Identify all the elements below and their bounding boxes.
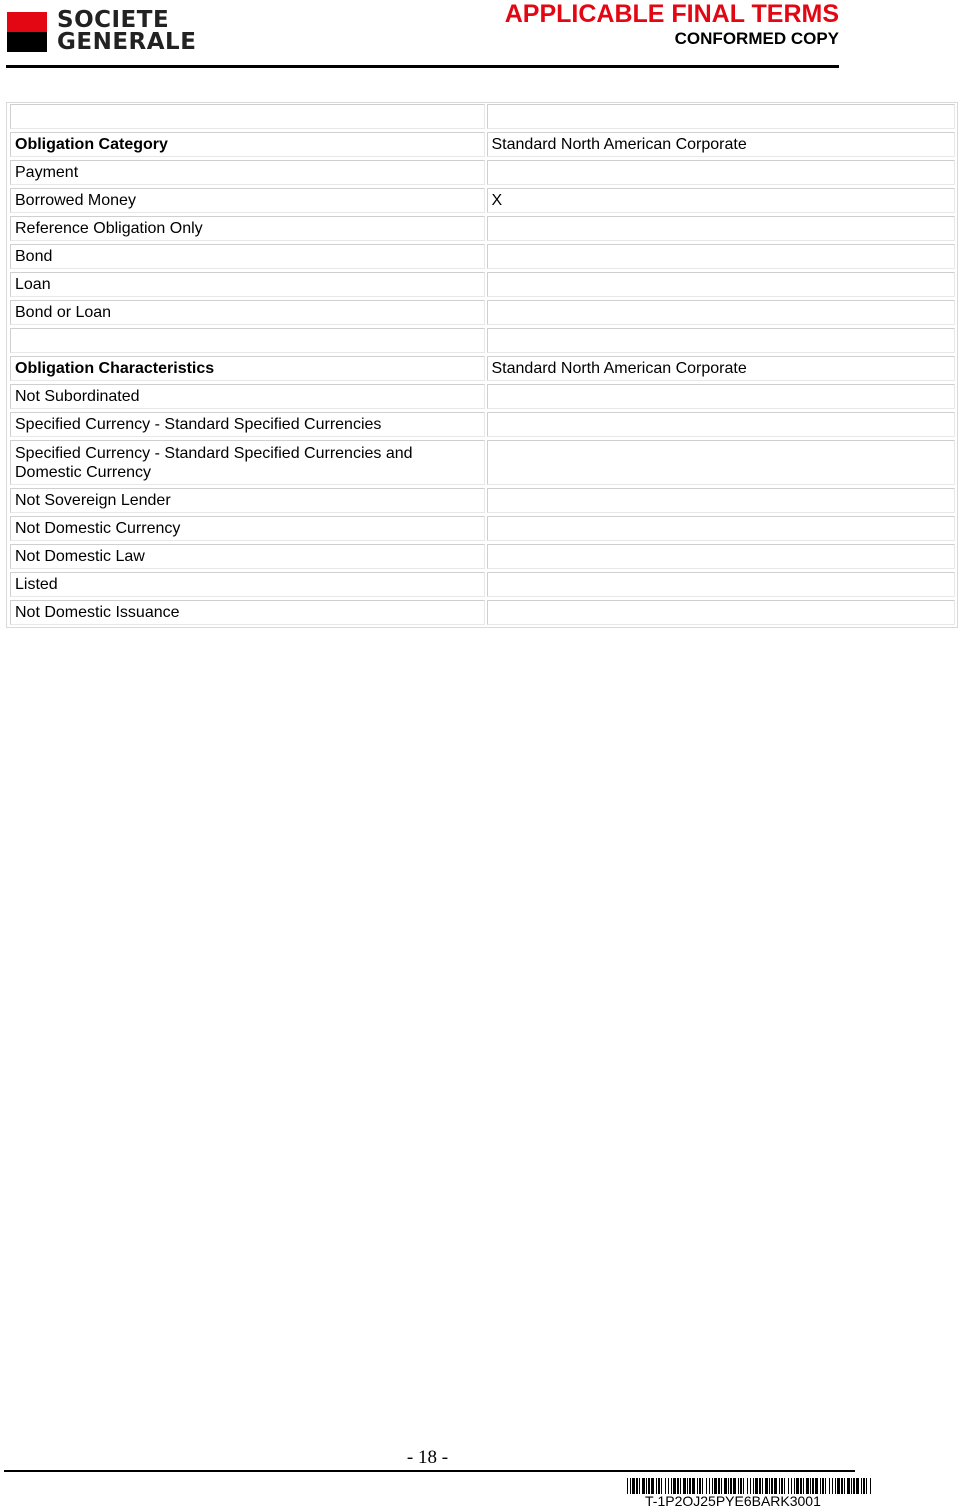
row-value <box>487 384 956 409</box>
row-value <box>487 516 956 541</box>
table-row <box>7 159 957 187</box>
row-value <box>487 440 956 485</box>
row-value <box>487 544 956 569</box>
row-value <box>487 300 956 325</box>
document-subtitle: CONFORMED COPY <box>674 29 839 48</box>
row-label: Not Domestic Law <box>10 544 485 569</box>
header-divider <box>6 65 839 68</box>
row-label <box>10 328 485 353</box>
table-row <box>7 243 957 271</box>
societe-generale-logo <box>7 7 212 56</box>
logo-line-1: SOCIETE <box>57 7 170 33</box>
row-value <box>487 272 956 297</box>
row-label: Specified Currency - Standard Specified Currencies and Domestic Currency <box>10 440 485 485</box>
table-row <box>7 411 957 439</box>
row-label: Payment <box>10 160 485 185</box>
table-row <box>7 383 957 411</box>
table-row <box>7 543 957 571</box>
row-label <box>10 104 485 129</box>
table-row <box>7 439 957 487</box>
table-row <box>7 515 957 543</box>
row-label: Listed <box>10 572 485 597</box>
table-row <box>7 271 957 299</box>
row-label: Not Sovereign Lender <box>10 488 485 513</box>
obligation-table <box>6 102 958 628</box>
row-value <box>487 572 956 597</box>
row-value <box>487 216 956 241</box>
row-value: Standard North American Corporate <box>487 356 956 381</box>
table-row <box>7 299 957 327</box>
table-row <box>7 103 957 131</box>
table-row <box>7 327 957 355</box>
logo-mark-icon <box>7 12 47 52</box>
row-value: X <box>487 188 956 213</box>
logo-line-2: GENERALE <box>57 29 197 55</box>
row-label: Borrowed Money <box>10 188 485 213</box>
row-label: Bond or Loan <box>10 300 485 325</box>
row-label: Specified Currency - Standard Specified Currencies <box>10 412 485 437</box>
row-label: Loan <box>10 272 485 297</box>
table-row <box>7 131 957 159</box>
row-value <box>487 160 956 185</box>
row-label: Bond <box>10 244 485 269</box>
row-value <box>487 244 956 269</box>
row-label: Reference Obligation Only <box>10 216 485 241</box>
row-value <box>487 488 956 513</box>
row-label: Not Domestic Issuance <box>10 600 485 625</box>
logo-wordmark <box>57 9 196 53</box>
table-row <box>7 215 957 243</box>
table-row <box>7 599 957 627</box>
row-label: Not Domestic Currency <box>10 516 485 541</box>
row-value <box>487 328 956 353</box>
page-number: - 18 - <box>406 1447 449 1468</box>
row-label: Obligation Characteristics <box>10 356 485 381</box>
document-title: APPLICABLE FINAL TERMS <box>504 0 839 28</box>
table-row <box>7 187 957 215</box>
row-value <box>487 104 956 129</box>
table-row <box>7 487 957 515</box>
row-label: Not Subordinated <box>10 384 485 409</box>
barcode-text: T-1P2OJ25PYE6BARK3001 <box>645 1493 821 1509</box>
footer-divider <box>4 1470 855 1472</box>
table-row <box>7 571 957 599</box>
row-value: Standard North American Corporate <box>487 132 956 157</box>
table-row <box>7 355 957 383</box>
row-value <box>487 600 956 625</box>
barcode-icon <box>627 1478 875 1494</box>
row-label: Obligation Category <box>10 132 485 157</box>
row-value <box>487 412 956 437</box>
